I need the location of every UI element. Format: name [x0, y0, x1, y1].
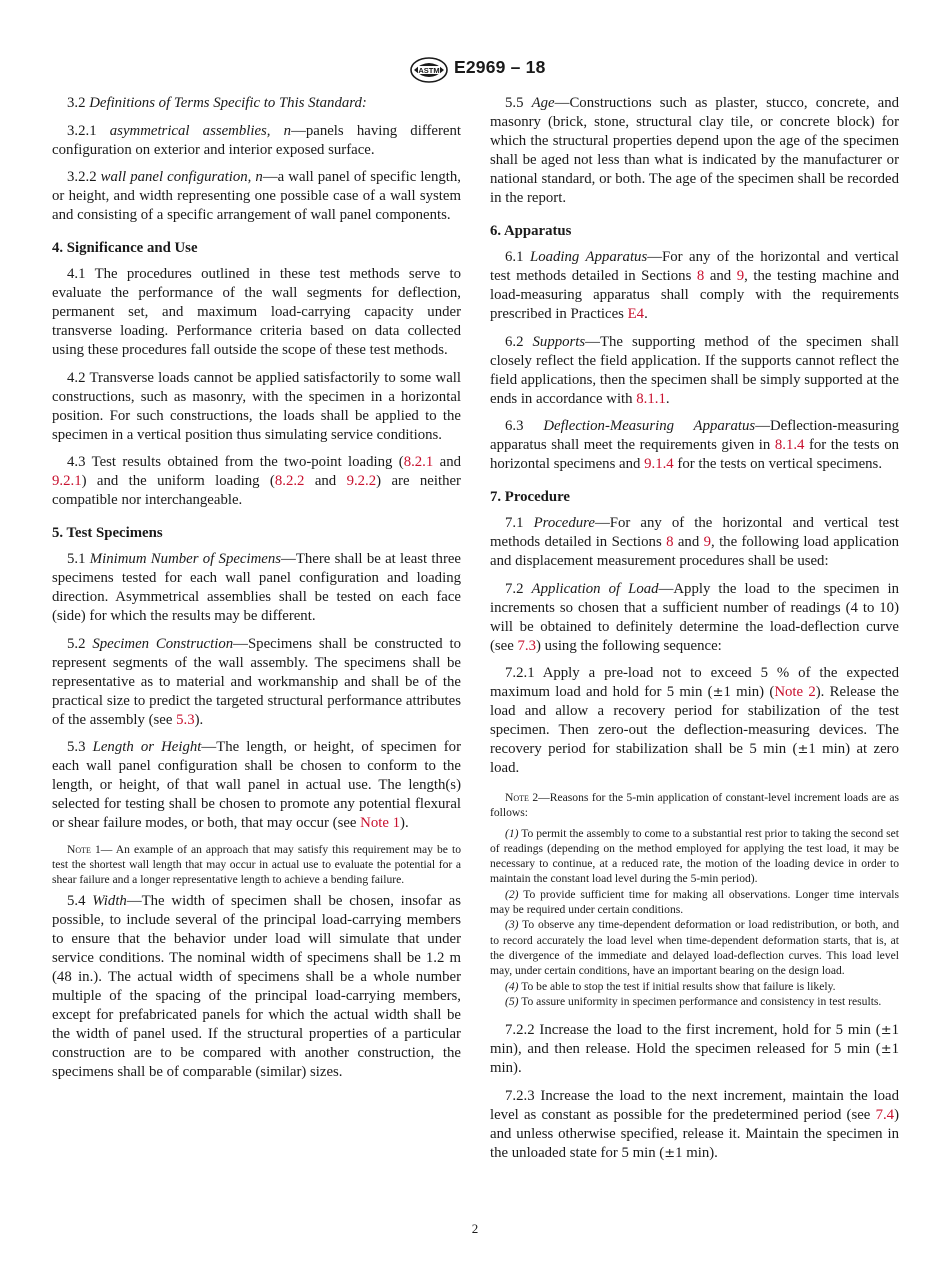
ref-link[interactable]: 9.2.2	[346, 473, 377, 489]
section-7-2-2: 7.2.2 Increase the load to the first increment, hold for 5 min (±1 min), and then release. Hold the specimen released for 5 min (±1 min).	[490, 1022, 899, 1077]
right-column	[490, 94, 899, 1171]
heading-procedure: 7. Procedure	[490, 489, 570, 505]
section-3-2: 3.2 Definitions of Terms Specific to This Standard:	[67, 95, 367, 111]
note-2-item: (2) To provide sufficient time for making all observations. Longer time intervals may be required under certain conditions.	[490, 887, 899, 917]
section-3-2-2: 3.2.2 wall panel configuration, n—a wall panel of specific length, or height, and width representing one possible case of a wall system and consisting of a specific arrangement of wall panel components.	[52, 169, 462, 223]
ref-link[interactable]: 9	[736, 268, 745, 284]
ref-link[interactable]: E4	[627, 306, 645, 322]
heading-apparatus: 6. Apparatus	[490, 223, 572, 239]
page-number: 2	[471, 1221, 479, 1236]
note-1: Note 1— An example of an approach that may satisfy this requirement may be to test the shortest wall length that may occur in actual use to evaluate the potential for a shear failure and a longer representative length to achieve a bending failure.	[52, 842, 461, 887]
section-3-2-1: 3.2.1 asymmetrical assemblies, n—panels having different configuration on exterior and interior exposed surface.	[52, 122, 461, 158]
section-7-1: 7.1 Procedure—For any of the horizontal and vertical test methods detailed in Sections 8 and 9, the following load application and displacement measurement procedures shall be used:	[490, 515, 899, 569]
ref-link[interactable]: 8.1.1	[636, 390, 666, 407]
heading-test-specimens: 5. Test Specimens	[52, 525, 163, 541]
ref-link[interactable]: Note 1	[360, 815, 401, 831]
section-7-2-1: 7.2.1 Apply a pre-load not to exceed 5 % of the expected maximum load and hold for 5 min (±1 min) (Note 2). Release the load and allow a recovery period for stabilization of the test specimen. Then zero-out the deflection-measuring devices. The recovery period for stabilization shall be 5 min (±1 min) at zero load.	[490, 665, 899, 776]
section-5-2: 5.2 Specimen Construction—Specimens shall be constructed to represent segments of the wall assembly. The specimens shall be representative as to material and workmanship and shall be of the practical size to predict the targeted structural performance attributes of the assembly (see 5.3).	[52, 635, 462, 728]
note-2-item: (5) To assure uniformity in specimen performance and consistency in test results.	[505, 994, 882, 1008]
ref-link[interactable]: 7.3	[517, 637, 537, 654]
standard-designation: E2969 – 18	[454, 57, 546, 77]
ref-link[interactable]: 8.2.2	[274, 473, 305, 489]
section-4-2: 4.2 Transverse loads cannot be applied satisfactorily to some wall constructions, such as masonry, with the specimen in a horizontal position. For such constructions, the loads shall be applied to the specimen in a vertical position thus simulating service conditions.	[52, 369, 461, 443]
section-4-3: 4.3 Test results obtained from the two-point loading (8.2.1 and 9.2.1) and the uniform loading (8.2.2 and 9.2.2) are neither compatible nor interchangeable.	[52, 454, 461, 508]
ref-link[interactable]: 9	[703, 534, 711, 550]
section-4-1: 4.1 The procedures outlined in these test methods serve to evaluate the performance of the wall segments for deflection, permanent set, and maximum load-carrying capacity under transverse loading. Performance criteria based on data collected using these procedures fall outside the scope of these test methods.	[52, 266, 461, 358]
svg-text:ASTM: ASTM	[418, 66, 440, 75]
ref-link[interactable]: 8.2.1	[403, 454, 434, 470]
note-2: Note 2—Reasons for the 5-min application of constant-level increment loads are as follows:	[490, 791, 899, 820]
section-5-1: 5.1 Minimum Number of Specimens—There shall be at least three specimens tested for each wall panel configuration and loading direction. Asymmetrical assemblies shall be tested on each face (side) for which the results may be different.	[52, 551, 462, 624]
section-5-4: 5.4 Width—The width of specimen shall be chosen, insofar as possible, to include several of the principal load-carrying members to ensure that the behavior under load will simulate that under service conditions. The nominal width of specimens shall be 1.2 m (48 in.). The actual width of specimens shall be a whole number multiple of the spacing of the principal load-carrying members, except for prefabricated panels for which the actual width shall be the width of panel used. If the structural properties of a particular construction are to be compared with another construction, the specimens shall be of comparable (similar) sizes.	[52, 893, 461, 1081]
section-5-5: 5.5 Age—Constructions such as plaster, stucco, concrete, and masonry (brick, stone, structural clay tile, or concrete block) for which the structural properties depend upon the age of the specimen shall be aged not less than what is indicated by the manufacturer or national standard, or both. The age of the specimen shall be recorded in the report.	[490, 95, 899, 206]
section-6-2: 6.2 Supports—The supporting method of the specimen shall closely reflect the field application. If the supports cannot reflect the field applications, then the specimen shall be simply supported at the ends in accordance with 8.1.1.	[490, 333, 899, 407]
left-column	[52, 94, 461, 1091]
ref-link[interactable]: 8.1.4	[774, 437, 805, 453]
section-5-3: 5.3 Length or Height—The length, or height, of specimen for each wall panel configuration shall be chosen to conform to the length, or height, of that wall panel in actual use. The length(s) selected for testing shall be chosen to promote any potential flexural or shear failure modes, or both, that may occur (see Note 1).	[52, 739, 462, 831]
note-2-item: (4) To be able to stop the test if initial results show that failure is likely.	[505, 979, 836, 993]
ref-link[interactable]: 5.3	[176, 711, 195, 728]
ref-link[interactable]: 9.1.4	[644, 456, 674, 472]
section-6-1: 6.1 Loading Apparatus—For any of the horizontal and vertical test methods detailed in Sections 8 and 9, the testing machine and load-measuring apparatus shall comply with the requirements prescribed in Practices E4.	[490, 249, 900, 322]
page-header	[0, 56, 950, 86]
ref-link[interactable]: 7.4	[875, 1106, 895, 1123]
ref-link[interactable]: 8	[666, 534, 674, 550]
ref-link[interactable]: Note 2	[774, 684, 816, 700]
note-2-item: (3) To observe any time-dependent deformation or load redistribution, or both, and to record accurately the load level when time-dependent deformation starts, that is, at the divergence of the immediate and delayed load-deflection curves. This load level may, under certain conditions, have an important bearing on the design load.	[490, 918, 899, 978]
section-7-2: 7.2 Application of Load—Apply the load to the specimen in increments so chosen that a sufficient number of readings (4 to 10) will be obtained to definitely determine the load-deflection curve (see 7.3) using the following sequence:	[490, 580, 900, 654]
ref-link[interactable]: 8	[696, 268, 705, 284]
section-7-2-3: 7.2.3 Increase the load to the next increment, maintain the load level as constant as possible for the predetermined period (see 7.4) and unless otherwise specified, release it. Maintain the specimen in the unloaded state for 5 min (±1 min).	[490, 1087, 899, 1161]
ref-link[interactable]: 9.2.1	[52, 473, 82, 489]
heading-significance: 4. Significance and Use	[52, 240, 198, 256]
astm-logo-icon	[408, 56, 450, 84]
note-2-item: (1) To permit the assembly to come to a substantial rest prior to taking the second set of readings (depending on the method employed for applying the test load, it may be necessary to continue, at a reduced rate, the motion of the loading device in order to maintain the constant load level during the 5-min period).	[490, 826, 899, 886]
section-6-3: 6.3 Deflection-Measuring Apparatus—Deflection-measuring apparatus shall meet the requirements given in 8.1.4 for the tests on horizontal specimens and 9.1.4 for the tests on vertical specimens.	[490, 418, 900, 472]
